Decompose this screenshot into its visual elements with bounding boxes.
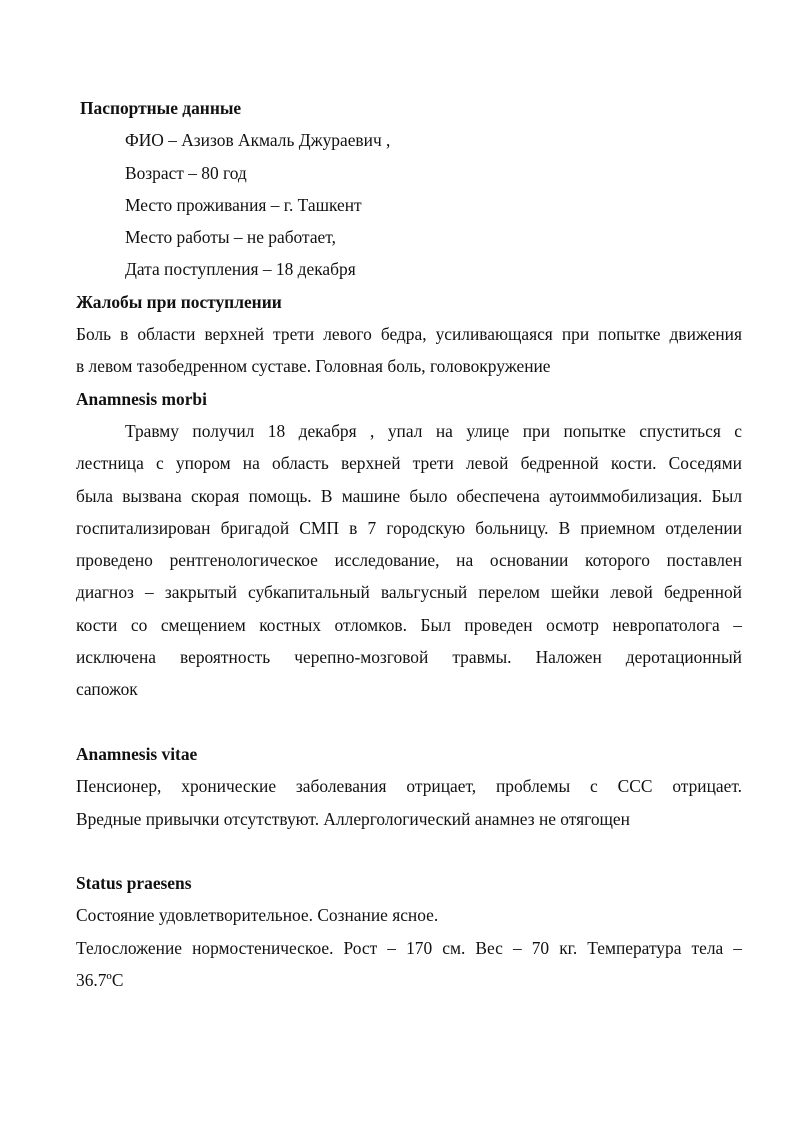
passport-line-age: Возраст – 80 год <box>125 162 247 183</box>
anamnesis-morbi-line: лестница с упором на область верхней трети левой бедренной кости. Соседями <box>76 453 742 474</box>
blank-line <box>76 706 742 738</box>
status-praesens-line: Состояние удовлетворительное. Сознание ясное. <box>76 905 439 926</box>
anamnesis-morbi-line: сапожок <box>76 679 138 700</box>
status-praesens-paragraph <box>76 899 742 996</box>
complaints-line: в левом тазобедренном суставе. Головная боль, головокружение <box>76 356 551 377</box>
anamnesis-vitae-paragraph <box>76 770 742 835</box>
anamnesis-morbi-line: кости со смещением костных отломков. Был проведен осмотр невропатолога – <box>76 614 742 635</box>
anamnesis-vitae-line: Вредные привычки отсутствуют. Аллергологический анамнез не отягощен <box>76 808 630 829</box>
anamnesis-morbi-line: Травму получил 18 декабря , упал на улице при попытке спуститься с <box>125 420 742 441</box>
status-praesens-line: Телосложение нормостеническое. Рост – 170 см. Вес – 70 кг. Температура тела – <box>76 937 742 958</box>
status-praesens-line: 36.7ºС <box>76 970 124 991</box>
anamnesis-morbi-line: была вызвана скорая помощь. В машине было обеспечена аутоиммобилизация. Был <box>76 485 742 506</box>
passport-line-residence: Место проживания – г. Ташкент <box>125 194 362 215</box>
complaints-line: Боль в области верхней трети левого бедра, усиливающаяся при попытке движения <box>76 324 742 345</box>
blank-line <box>76 835 742 867</box>
section-heading-anamnesis-vitae: Anamnesis vitae <box>76 743 198 764</box>
anamnesis-vitae-line: Пенсионер, хронические заболевания отрицает, проблемы с ССС отрицает. <box>76 776 742 797</box>
anamnesis-morbi-line: диагноз – закрытый субкапитальный вальгусный перелом шейки левой бедренной <box>76 582 742 603</box>
section-heading-complaints: Жалобы при поступлении <box>76 291 282 312</box>
section-heading-status-praesens: Status praesens <box>76 873 192 894</box>
anamnesis-morbi-line: госпитализирован бригадой СМП в 7 городскую больницу. В приемном отделении <box>76 517 742 538</box>
passport-block <box>76 124 742 285</box>
complaints-paragraph <box>76 318 742 383</box>
passport-line-name: ФИО – Азизов Акмаль Джураевич , <box>125 130 391 151</box>
passport-line-admission: Дата поступления – 18 декабря <box>125 259 356 280</box>
section-heading-passport: Паспортные данные <box>80 98 242 118</box>
anamnesis-morbi-line: исключена вероятность черепно-мозговой травмы. Наложен деротационный <box>76 647 742 668</box>
anamnesis-morbi-paragraph <box>76 415 742 706</box>
section-heading-anamnesis-morbi: Anamnesis morbi <box>76 388 207 409</box>
passport-line-work: Место работы – не работает, <box>125 227 336 248</box>
document-page <box>76 92 742 996</box>
anamnesis-morbi-line: проведено рентгенологическое исследование, на основании которого поставлен <box>76 550 742 571</box>
